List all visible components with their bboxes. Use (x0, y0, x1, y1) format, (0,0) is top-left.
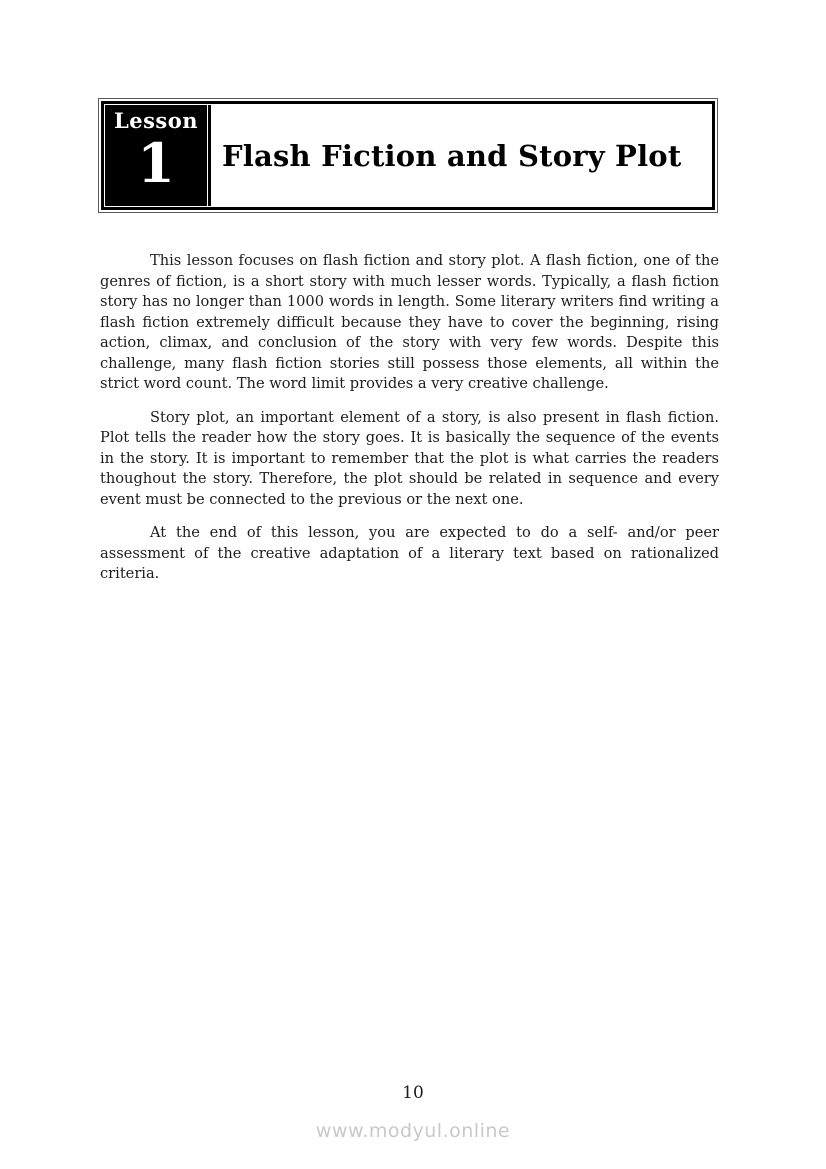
lesson-title: Flash Fiction and Story Plot (222, 138, 682, 173)
paragraph-intro: This lesson focuses on flash fiction and story plot. A flash fiction, one of the genres of fiction, is a short story with much lesser words. Typically, a flash fiction story has no longer than 1000 words in length. Some literary writers find writing a flash fiction extremely difficult because they have to cover the beginning, rising action, climax, and conclusion of the story with very few words. Despite this challenge, many flash fiction stories still possess those elements, all within the strict word count. The word limit provides a very creative challenge. (100, 252, 719, 392)
lesson-number: 1 (137, 131, 175, 196)
lesson-title-cell (212, 105, 711, 206)
paragraph-objective: At the end of this lesson, you are expected to do a self- and/or peer assessment of the creative adaptation of a literary text based on rationalized criteria. (100, 524, 719, 582)
lesson-header-inner (101, 101, 715, 210)
lesson-number-cell (105, 105, 207, 206)
watermark-text: www.modyul.online (315, 1120, 511, 1142)
page-number: 10 (402, 1083, 424, 1103)
lesson-label: Lesson (113, 108, 199, 133)
lesson-body (100, 251, 719, 598)
paragraph-story-plot: Story plot, an important element of a story, is also present in flash fiction. Plot tells the reader how the story goes. It is basically the sequence of the events in the story. It is important to remember that the plot is what carries the readers thoughout the story. Therefore, the plot should be related in sequence and every event must be connected to the previous or the next one. (100, 408, 719, 508)
lesson-header-box (98, 98, 718, 213)
header-divider (208, 105, 211, 206)
